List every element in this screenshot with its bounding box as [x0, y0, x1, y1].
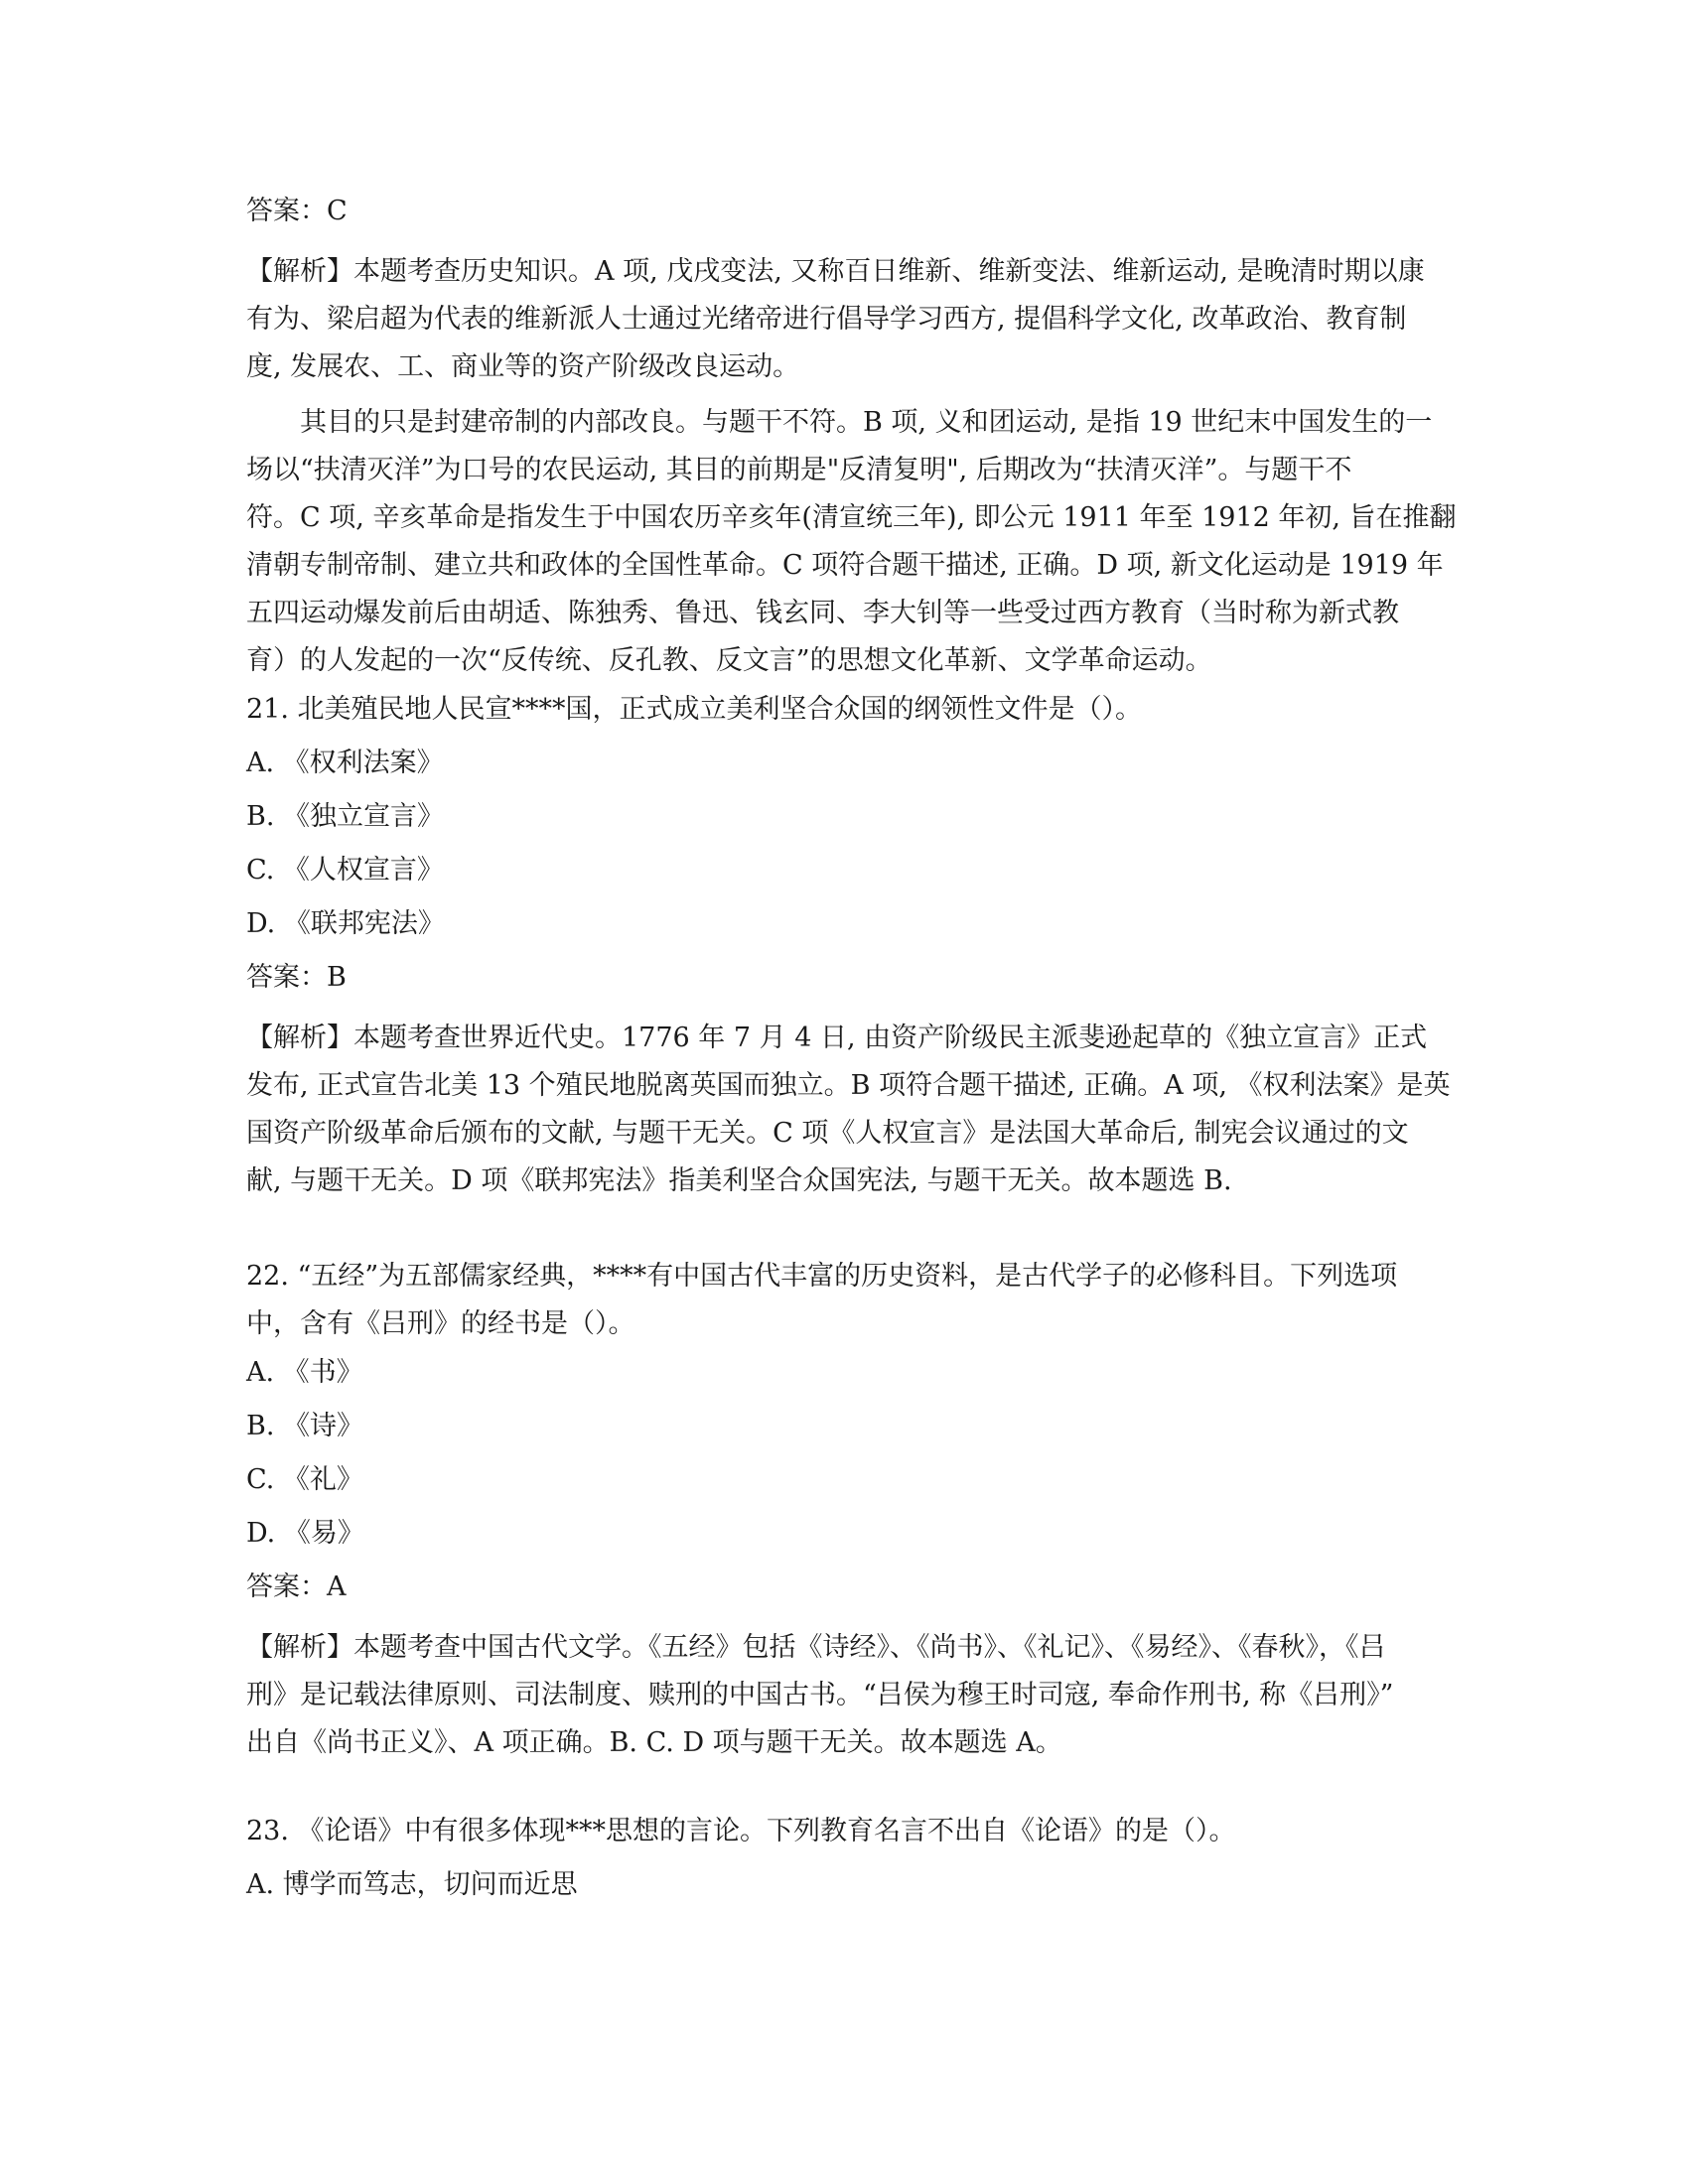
q20-cont-line: 其目的只是封建帝制的内部改良。与题干不符。B 项, 义和团运动, 是指 19 世纪末中国发生的一 [300, 407, 1433, 438]
q22-option-a: A. 《书》 [246, 1357, 363, 1388]
q21-analysis-line: 献, 与题干无关。D 项《联邦宪法》指美利坚合众国宪法, 与题干无关。故本题选 B. [246, 1165, 1232, 1196]
document-page [246, 195, 1457, 1922]
q20-analysis-continued [246, 399, 1457, 685]
q20-analysis [246, 248, 1446, 391]
q20-analysis-line: 【解析】本题考查历史知识。A 项, 戊戌变法, 又称百日维新、维新变法、维新运动, 是晚清时期以康 [246, 256, 1425, 287]
q21-answer: 答案：B [246, 962, 347, 993]
q21-analysis [246, 1015, 1451, 1205]
q20-cont-line: 符。C 项, 辛亥革命是指发生于中国农历辛亥年(清宣统三年), 即公元 1911 年至 1912 年初, 旨在推翻 [246, 502, 1457, 533]
q22-analysis-line: 刑》是记载法律原则、司法制度、赎刑的中国古书。“吕侯为穆王时司寇, 奉命作刑书, 称《吕刑》” [246, 1680, 1394, 1710]
q22-answer: 答案：A [246, 1571, 347, 1602]
q21-option-a: A. 《权利法案》 [246, 748, 444, 778]
q22-option-b: B. 《诗》 [246, 1411, 364, 1441]
q20-cont-line: 五四运动爆发前后由胡适、陈独秀、鲁迅、钱玄同、李大钊等一些受过西方教育（当时称为新式教 [246, 598, 1399, 628]
q21-question: 21. 北美殖民地人民宣****国，正式成立美利坚合众国的纲领性文件是（）。 [246, 694, 1143, 725]
spacer [246, 1775, 1446, 1815]
q22-option-c: C. 《礼》 [246, 1464, 363, 1495]
q22-option-d: D. 《易》 [246, 1518, 364, 1549]
q22-analysis [246, 1624, 1446, 1767]
q22-question-line: 22. “五经”为五部儒家经典，****有中国古代丰富的历史资料，是古代学子的必修科目。下列选项 [246, 1261, 1398, 1292]
q21-analysis-line: 【解析】本题考查世界近代史。1776 年 7 月 4 日, 由资产阶级民主派斐逊起草的《独立宣言》正式 [246, 1023, 1428, 1053]
q21-analysis-line: 发布, 正式宣告北美 13 个殖民地脱离英国而独立。B 项符合题干描述, 正确。A 项, 《权利法案》是英 [246, 1070, 1451, 1101]
q22-question-line: 中，含有《吕刑》的经书是（）。 [246, 1308, 635, 1339]
q20-cont-line: 育）的人发起的一次“反传统、反孔教、反文言”的思想文化革新、文学革命运动。 [246, 645, 1212, 676]
q22-analysis-line: 出自《尚书正义》、A 项正确。B. C. D 项与题干无关。故本题选 A。 [246, 1727, 1062, 1758]
q23-question: 23. 《论语》中有很多体现***思想的言论。下列教育名言不出自《论语》的是（）。 [246, 1816, 1236, 1846]
q20-answer: 答案：C [246, 196, 348, 226]
q20-analysis-line: 有为、梁启超为代表的维新派人士通过光绪帝进行倡导学习西方, 提倡科学文化, 改革政治、教育制 [246, 304, 1407, 335]
q21-option-c: C. 《人权宣言》 [246, 855, 444, 886]
spacer [246, 1213, 1446, 1253]
q22-analysis-line: 【解析】本题考查中国古代文学。《五经》包括《诗经》、《尚书》、《礼记》、《易经》、《春秋》，《吕 [246, 1632, 1386, 1663]
q23-option-a: A. 博学而笃志，切问而近思 [246, 1869, 578, 1900]
q20-cont-line: 场以“扶清灭洋”为口号的农民运动, 其目的前期是"反清复明", 后期改为“扶清灭洋”。与题干不 [246, 455, 1352, 485]
q20-analysis-line: 度, 发展农、工、商业等的资产阶级改良运动。 [246, 351, 800, 382]
q21-analysis-line: 国资产阶级革命后颁布的文献, 与题干无关。C 项《人权宣言》是法国大革命后, 制宪会议通过的文 [246, 1118, 1409, 1149]
q21-option-b: B. 《独立宣言》 [246, 801, 445, 832]
q20-cont-line: 清朝专制帝制、建立共和政体的全国性革命。C 项符合题干描述, 正确。D 项, 新文化运动是 1919 年 [246, 550, 1444, 581]
q21-option-d: D. 《联邦宪法》 [246, 908, 445, 939]
q22-question [246, 1253, 1446, 1348]
